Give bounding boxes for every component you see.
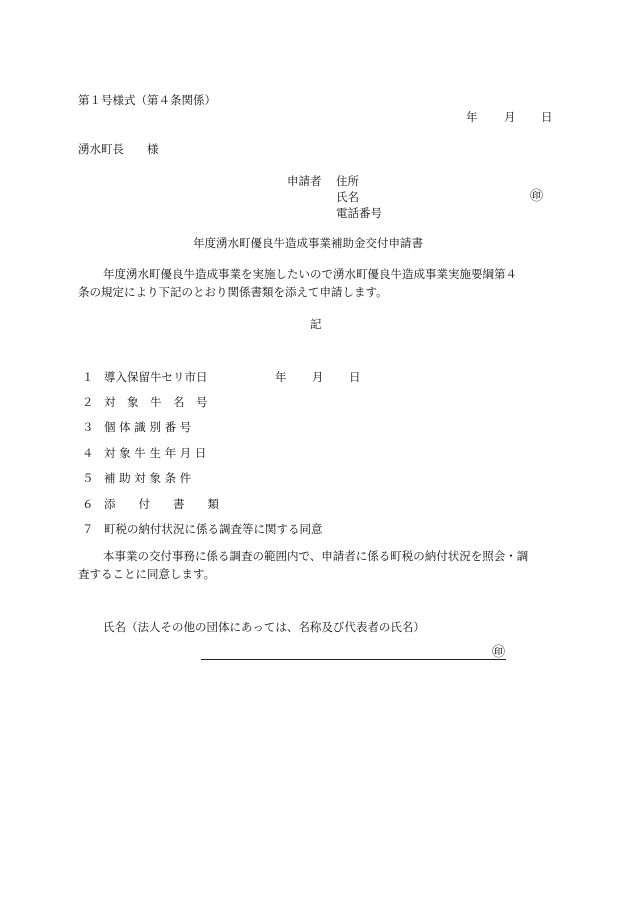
item-label: 対 象 牛 名 号 xyxy=(104,395,208,409)
item-number: ５ xyxy=(82,471,94,485)
date-month-label: 月 xyxy=(504,110,516,124)
item-label: 補 助 対 象 条 件 xyxy=(104,471,192,485)
signature-line[interactable] xyxy=(201,659,506,660)
applicant-phone-label: 電話番号 xyxy=(336,206,382,220)
consent-line-1: 本事業の交付事務に係る調査の範囲内で、申請者に係る町税の納付状況を照会・調 xyxy=(103,549,529,563)
item-date-month: 月 xyxy=(312,370,324,384)
consent-line-2: 査することに同意します。 xyxy=(78,567,216,581)
item-number: ２ xyxy=(82,395,94,409)
addressee: 湧水町長 様 xyxy=(78,142,159,156)
body-line-1: 年度湧水町優良牛造成事業を実施したいので湧水町優良牛造成事業実施要綱第４ xyxy=(103,267,517,281)
item-number: ３ xyxy=(82,420,94,434)
signature-name-label: 氏名（法人その他の団体にあっては、名称及び代表者の氏名） xyxy=(103,620,425,634)
applicant-address-label: 住所 xyxy=(336,174,359,188)
form-number: 第１号様式（第４条関係） xyxy=(78,93,216,107)
applicant-name-label: 氏名 xyxy=(336,190,359,204)
signature-seal-mark: ㊞ xyxy=(492,645,506,660)
item-label: 対 象 牛 生 年 月 日 xyxy=(104,446,207,460)
item-date-day: 日 xyxy=(349,370,361,384)
item-label: 町税の納付状況に係る調査等に関する同意 xyxy=(104,522,323,536)
item-number: ６ xyxy=(82,497,94,511)
date-year-label: 年 xyxy=(466,110,478,124)
applicant-seal-mark: ㊞ xyxy=(530,189,544,204)
date-day-label: 日 xyxy=(541,110,553,124)
item-label: 添 付 書 類 xyxy=(104,497,219,511)
item-label: 導入保留牛セリ市日 xyxy=(104,370,208,384)
item-label: 個 体 識 別 番 号 xyxy=(104,420,192,434)
ki-heading: 記 xyxy=(310,317,322,331)
item-number: ４ xyxy=(82,446,94,460)
document-title: 年度湧水町優良牛造成事業補助金交付申請書 xyxy=(193,236,423,250)
body-line-2: 条の規定により下記のとおり関係書類を添えて申請します。 xyxy=(78,285,388,299)
item-number: １ xyxy=(82,370,94,384)
item-number: ７ xyxy=(82,522,94,536)
applicant-role-label: 申請者 xyxy=(287,174,322,188)
item-date-year: 年 xyxy=(275,370,287,384)
